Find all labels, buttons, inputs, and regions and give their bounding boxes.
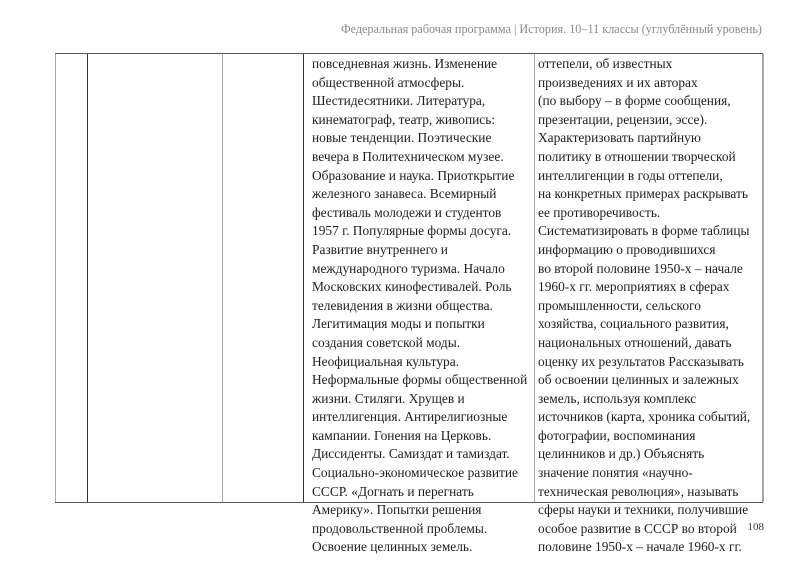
text-line: об освоении целинных и залежных [538,372,739,388]
text-line: (по выбору – в форме сообщения, [538,93,731,109]
text-line: кампании. Гонения на Церковь. [312,427,492,443]
text-line: 1957 г. Популярные формы досуга. [312,223,512,239]
text-line: оценку их результатов Рассказывать [538,353,744,369]
text-line: Легитимация моды и попытки [312,316,485,332]
text-line: хозяйства, социального развития, [538,316,729,332]
text-line: половине 1950-х – начале 1960-х гг. [538,539,742,555]
text-line: особое развитие в СССР во второй [538,520,737,536]
text-line: интеллигенция. Антирелигиозные [312,409,508,425]
text-line: Социально-экономическое развитие [312,465,518,481]
table-cell-content [312,55,527,557]
column-border [762,54,764,502]
text-line: Шестидесятники. Литература, [312,93,486,109]
text-line: новые тенденции. Поэтические [312,130,492,146]
text-line: Америку». Попытки решения [312,502,482,518]
text-line: Развитие внутреннего и [312,241,448,257]
page-number: 108 [747,521,764,533]
text-line: во второй половине 1950-х – начале [538,260,743,276]
text-line: ее противоречивость. [538,204,661,220]
text-line: земель, используя комплекс [538,390,697,406]
text-line: национальных отношений, давать [538,334,732,350]
text-line: кинематограф, театр, живопись: [312,111,496,127]
text-line: Освоение целинных земель. [312,539,473,555]
table-cell-topic [88,54,222,502]
column-border [303,54,304,502]
text-line: презентации, рецензии, эссе). [538,111,708,127]
text-line: общественной атмосферы. [312,74,465,90]
text-line: промышленности, сельского [538,297,701,313]
text-line: Московских кинофестивалей. Роль [312,279,512,295]
text-line: вечера в Политехническом музее. [312,148,504,164]
text-line: железного занавеса. Всемирный [312,186,497,202]
text-line: Неофициальная культура. [312,353,460,369]
page-header: Федеральная рабочая программа | История. 10–11 классы (углублённый уровень) [340,22,762,36]
text-line: фотографии, воспоминания [538,427,696,443]
text-line: продовольственной проблемы. [312,520,488,536]
text-line: фестиваль молодежи и студентов [312,204,502,220]
text-line: 1960-х гг. мероприятиях в сферах [538,279,730,295]
text-line: на конкретных примерах раскрывать [538,186,748,202]
text-line: источников (карта, хроника событий, [538,409,751,425]
text-line: создания советской моды. [312,334,461,350]
table-cell-number [56,54,87,502]
text-line: СССР. «Догнать и перегнать [312,483,474,499]
text-line: повседневная жизнь. Изменение [312,56,498,71]
table-cell-hours [223,54,303,502]
text-line: сферы науки и техники, получившие [538,502,749,518]
text-line: жизни. Стиляги. Хрущев и [312,390,465,406]
text-line: Систематизировать в форме таблицы [538,223,750,239]
text-line: Неформальные формы общественной [312,372,528,388]
table-cell-activities [538,55,750,557]
text-line: техническая революция», называть [538,483,739,499]
text-line: Образование и наука. Приоткрытие [312,167,515,183]
text-line: значение понятия «научно- [538,465,693,481]
text-line: произведениях и их авторах [538,74,698,90]
column-border [534,54,535,502]
text-line: Характеризовать партийную [538,130,701,146]
text-line: интеллигенции в годы оттепели, [538,167,723,183]
text-line: международного туризма. Начало [312,260,505,276]
text-line: целинников и др.) Объяснять [538,446,705,462]
text-line: политику в отношении творческой [538,148,736,164]
text-line: телевидения в жизни общества. [312,297,493,313]
text-line: информацию о проводившихся [538,241,716,257]
text-line: Диссиденты. Самиздат и тамиздат. [312,446,510,462]
text-line: оттепели, об известных [538,56,673,71]
